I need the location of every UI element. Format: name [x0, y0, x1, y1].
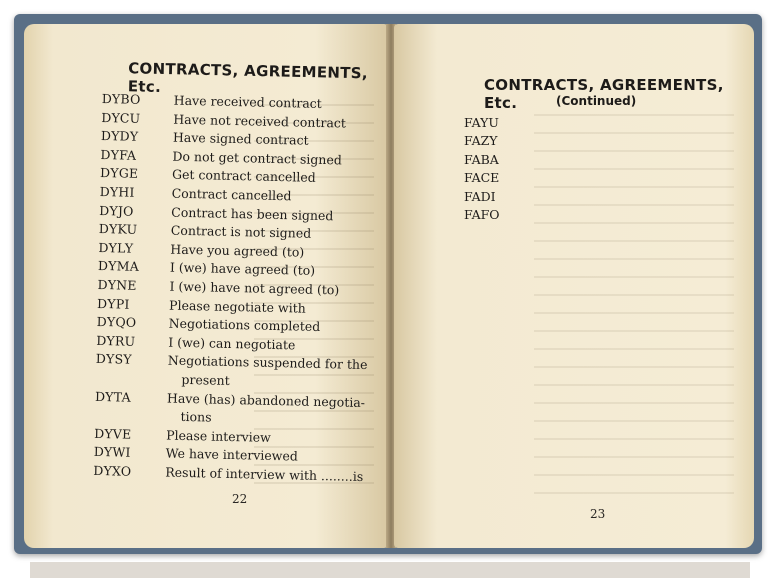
entry-meaning-continuation: tions [180, 408, 212, 425]
entry-meaning-text: I (we) have agreed (to) [169, 259, 316, 279]
continued-code: FABA [464, 151, 499, 167]
entry-meaning-text: Get contract cancelled [171, 166, 316, 186]
left-page [24, 24, 388, 548]
left-page-number: 22 [232, 492, 248, 506]
right-page [394, 24, 754, 548]
entry-meaning [165, 463, 383, 487]
entry-meaning-text: Please negotiate with [168, 297, 306, 316]
right-page-number: 23 [590, 507, 606, 521]
entry-code: DYGE [99, 165, 139, 182]
entry-meaning-text: Have signed contract [172, 129, 309, 148]
continued-code: FADI [464, 188, 496, 204]
entry-code: DYPI [96, 295, 130, 312]
entry-meaning-text: Contract is not signed [170, 222, 312, 241]
entry-code: DYTA [94, 388, 131, 405]
entry-code: DYWI [93, 444, 131, 461]
entry-code: DYRU [96, 332, 136, 349]
entry-meaning-text: Negotiations suspended for the [167, 352, 368, 373]
entry-meaning-continuation: present [181, 371, 230, 388]
entry-meaning-text: Do not get contract signed [172, 148, 343, 168]
entry-meaning [166, 389, 385, 431]
entry-code: DYXO [93, 462, 132, 479]
continued-code: FAFO [464, 207, 500, 223]
open-book [14, 14, 762, 554]
entry-code: DYMA [97, 258, 140, 275]
entry-meaning-text: We have interviewed [165, 445, 299, 464]
entry-code: DYKU [98, 221, 138, 237]
continued-code: FACE [464, 170, 500, 186]
entry-meaning-text: Have not received contract [173, 111, 347, 131]
entry-meaning-text: Negotiations completed [168, 315, 321, 335]
entry-meaning-text: Result of interview with ........is [165, 464, 364, 484]
entry-code: DYJO [99, 202, 134, 219]
next-page-edge [30, 562, 750, 578]
continued-code: FAZY [464, 133, 498, 149]
continued-code: FAYU [464, 115, 499, 130]
code-list-continued [464, 114, 500, 224]
entry-code: DYLY [98, 239, 134, 256]
entry-meaning-text: Contract has been signed [171, 204, 334, 223]
right-page-heading: CONTRACTS, AGREEMENTS, Etc. [484, 76, 724, 112]
entry-meaning-text: I (we) can negotiate [168, 334, 296, 353]
entry-meaning [167, 352, 386, 394]
entry-code: DYCU [101, 109, 141, 126]
entry-meaning-text: Have you agreed (to) [170, 241, 305, 260]
entry-code: DYFA [100, 146, 137, 163]
left-page-heading: CONTRACTS, AGREEMENTS, Etc. [127, 59, 369, 96]
entry-code: DYDY [100, 128, 139, 145]
code-entry-list [93, 90, 392, 487]
entry-meaning-text: Contract cancelled [171, 185, 292, 204]
entry-meaning-text: I (we) have not agreed (to) [169, 278, 340, 298]
entry-code: DYVE [94, 425, 132, 442]
bleed-through-text [534, 114, 734, 504]
entry-code: DYHI [99, 183, 135, 200]
entry-code: DYQO [96, 314, 137, 330]
entry-code: DYNE [97, 276, 137, 293]
entry-meaning-text: Have (has) abandoned negotia- [166, 390, 366, 410]
entry-meaning-text: Please interview [166, 427, 271, 445]
entry-code: DYBO [101, 90, 141, 107]
entry-meaning-text: Have received contract [173, 92, 322, 111]
entry-code: DYSY [95, 351, 132, 368]
right-page-subheading: (Continued) [556, 94, 637, 108]
